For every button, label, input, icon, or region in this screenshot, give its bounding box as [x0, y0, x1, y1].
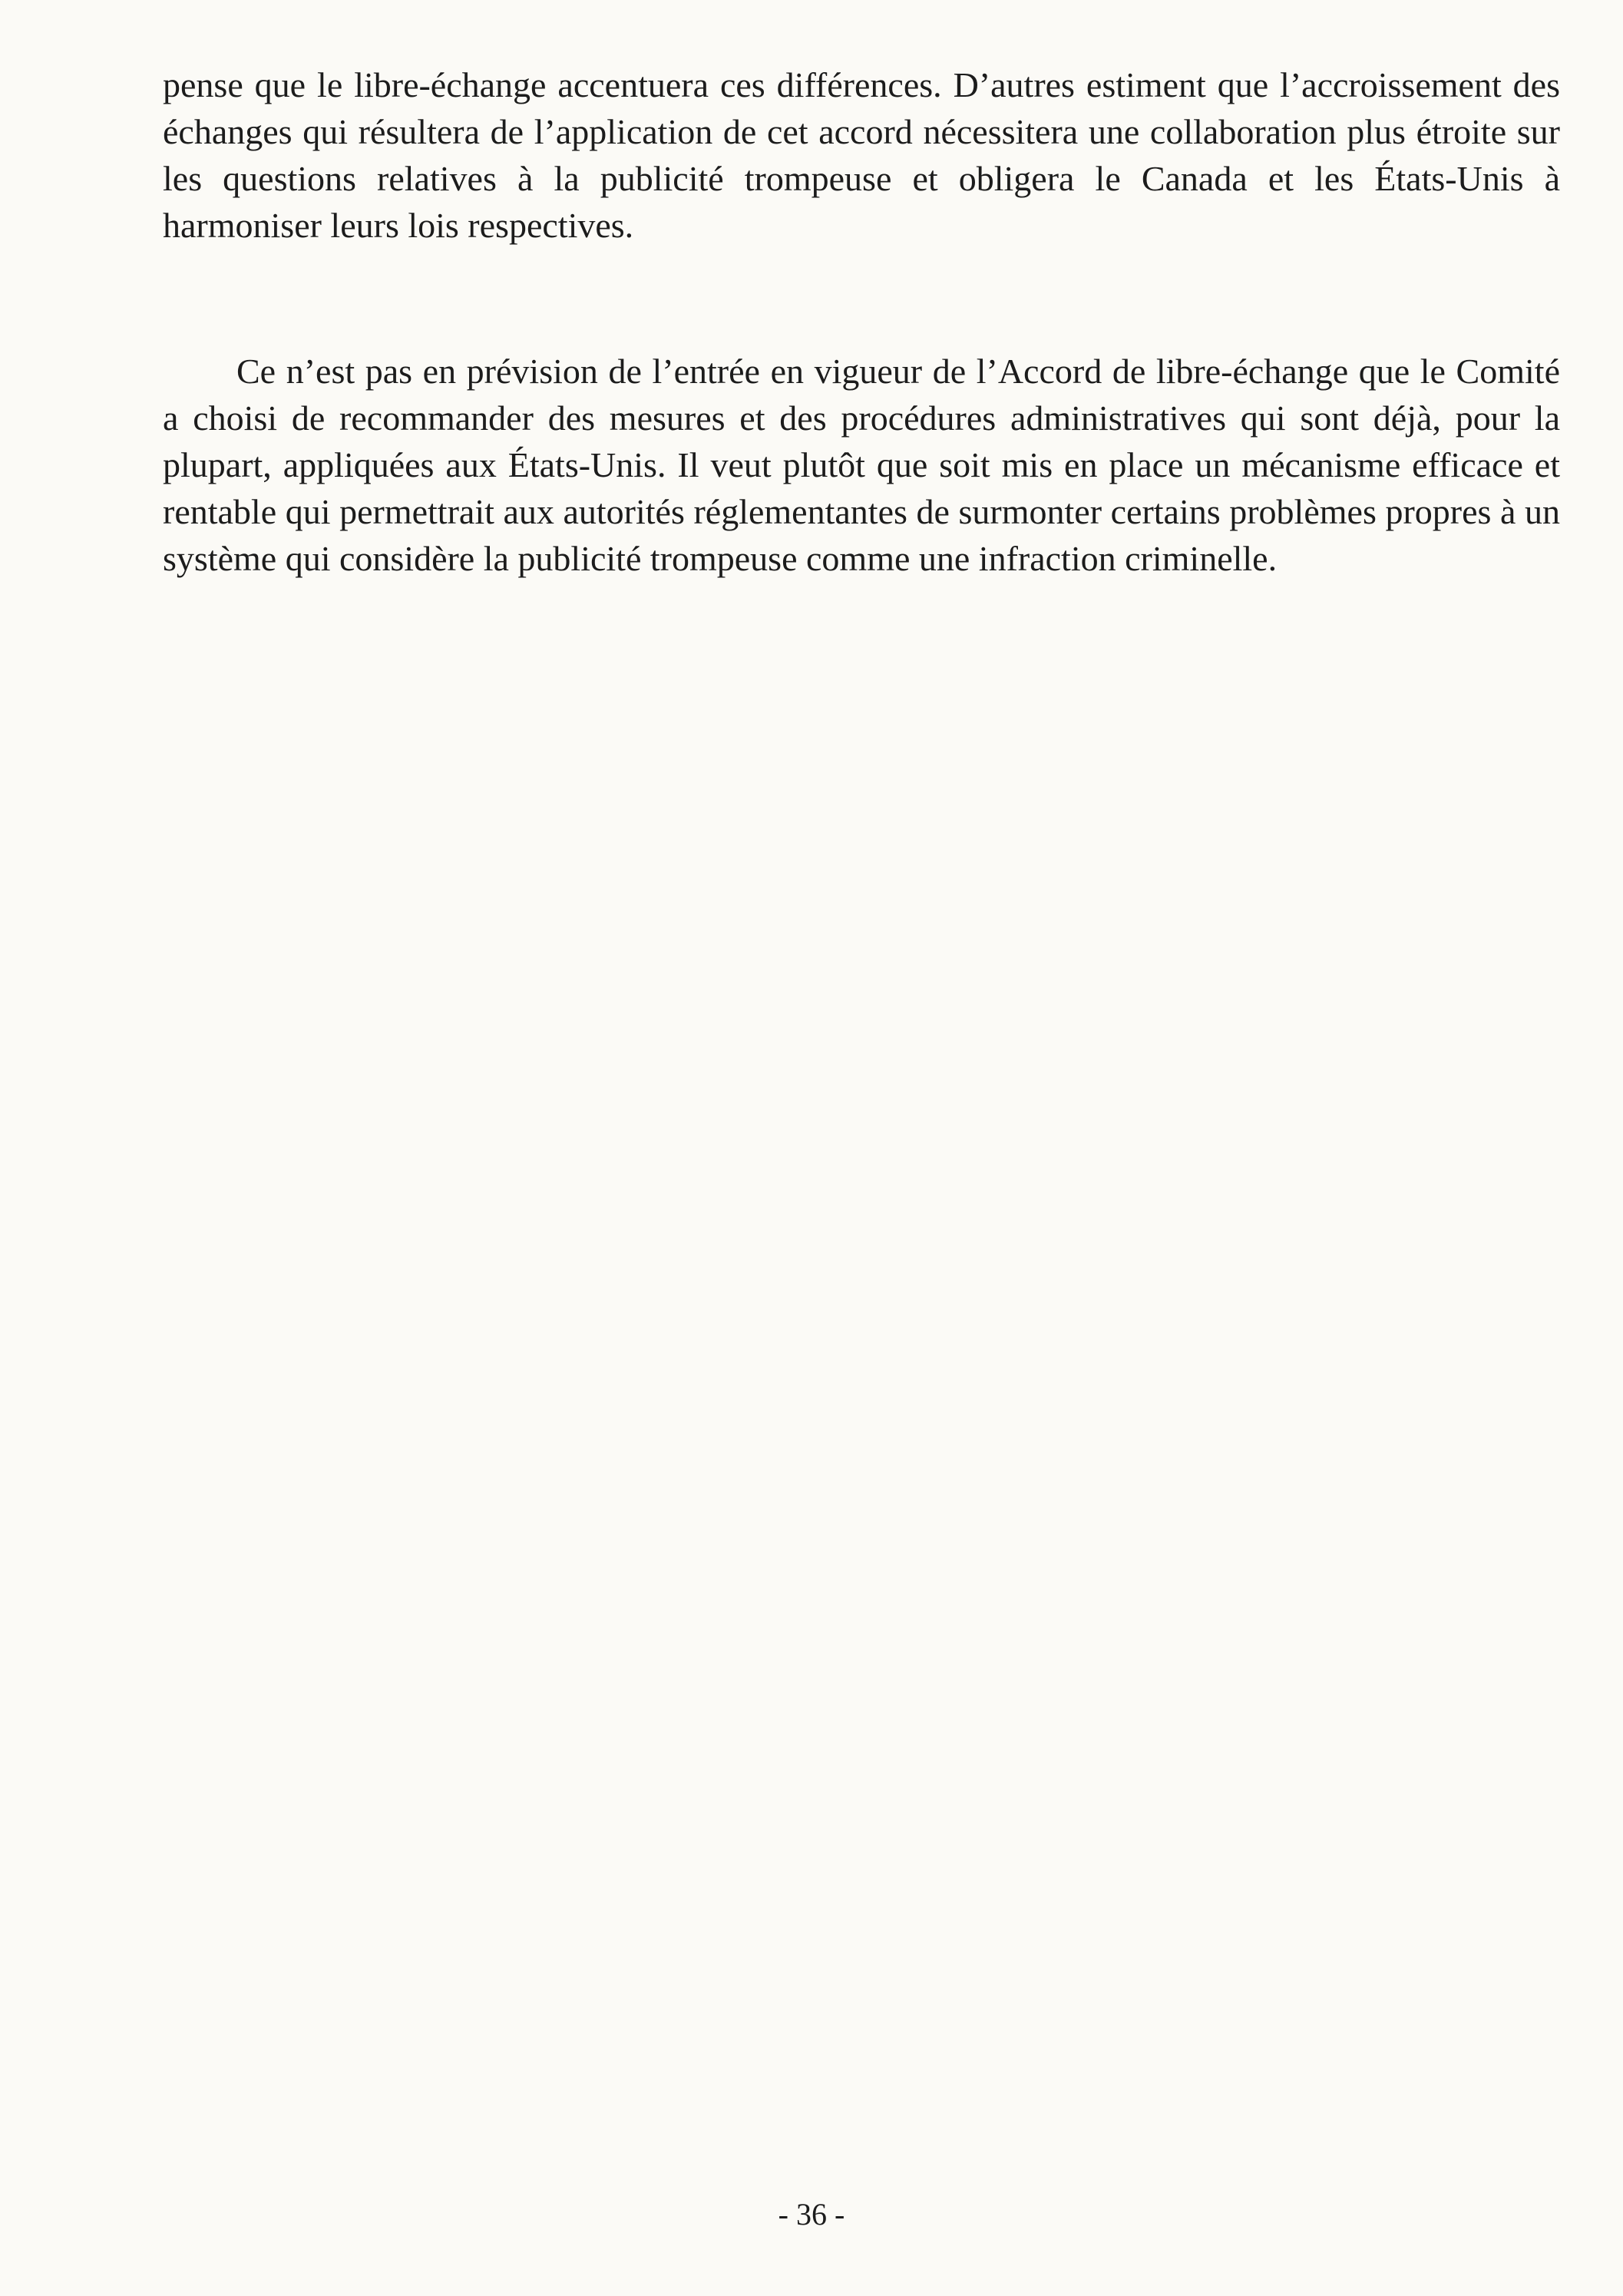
page-number: - 36 -: [778, 2197, 845, 2232]
body-paragraph-1: pense que le libre-échange accentuera ces différences. D’autres estiment que l’accroissement des échanges qui résultera de l’application de cet accord nécessitera une collaboration plus étroite sur les questions relatives à la publicité trompeuse et obligera le Canada et les États-Unis à harmoniser leurs lois respectives.: [163, 65, 1560, 245]
body-paragraph-2: Ce n’est pas en prévision de l’entrée en vigueur de l’Accord de libre-échange que le Comité a choisi de recommander des mesures et des procédures administratives qui sont déjà, pour la plupart, appliquées aux États-Unis. Il veut plutôt que soit mis en place un mécanisme efficace et rentable qui permettrait aux autorités réglementantes de surmonter certains problèmes propres à un système qui considère la publicité trompeuse comme une infraction criminelle.: [163, 352, 1560, 578]
show-through-texture: [163, 722, 1560, 2027]
